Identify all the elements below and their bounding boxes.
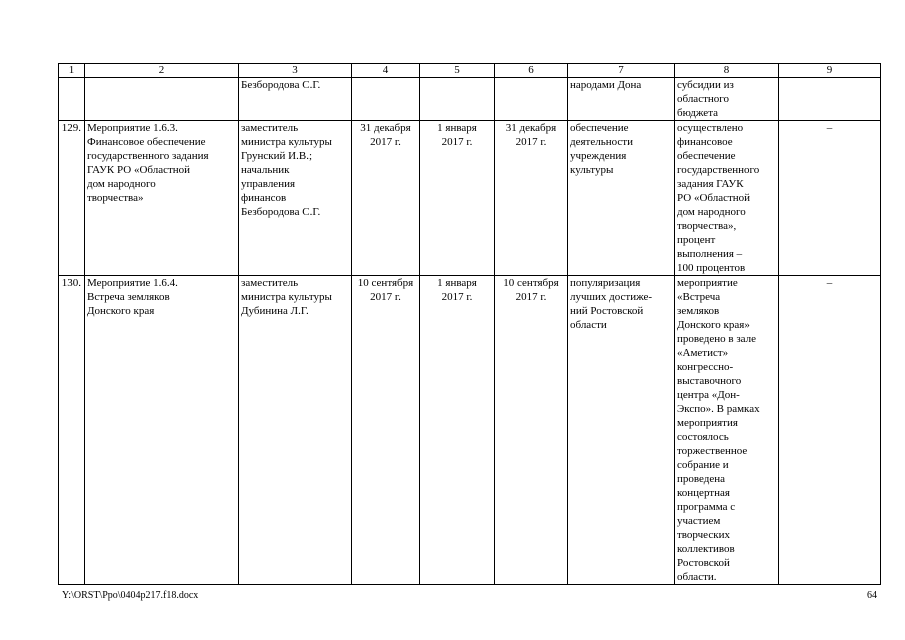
row-number-cell: 129.	[59, 121, 85, 276]
reason-cell: –	[779, 276, 881, 585]
actual-result-cell: мероприятие «Встреча земляков Донского края» проведено в зале «Аметист» конгрессно- выставочного центра «Дон- Экспо». В рамках мероприятия состоялось торжественное собрание и проведена концертная программа с участием творческих коллективов Ростовской области.	[675, 276, 779, 585]
event-cell: Мероприятие 1.6.4. Встреча земляков Донского края	[85, 276, 239, 585]
actual-result-cell: осуществлено финансовое обеспечение государственного задания ГАУК РО «Областной дом народного творчества», процент выполнения – 100 процентов	[675, 121, 779, 276]
event-cell: Мероприятие 1.6.3. Финансовое обеспечение государственного задания ГАУК РО «Областной дом народного творчества»	[85, 121, 239, 276]
header-row	[59, 64, 881, 78]
planned-date-cell	[352, 78, 420, 121]
table-row	[59, 121, 881, 276]
end-date-cell	[495, 78, 568, 121]
table-row	[59, 276, 881, 585]
col-header-6: 6	[495, 64, 568, 78]
expected-result-cell: обеспечение деятельности учреждения культуры	[568, 121, 675, 276]
responsible-cell: заместитель министра культуры Грунский И.В.; начальник управления финансов Безбородова С.Г.	[239, 121, 352, 276]
col-header-9: 9	[779, 64, 881, 78]
end-date-cell: 31 декабря 2017 г.	[495, 121, 568, 276]
start-date-cell: 1 января 2017 г.	[420, 276, 495, 585]
row-number-cell: 130.	[59, 276, 85, 585]
reason-cell: –	[779, 121, 881, 276]
col-header-5: 5	[420, 64, 495, 78]
start-date-cell: 1 января 2017 г.	[420, 121, 495, 276]
report-table	[58, 63, 881, 585]
col-header-1: 1	[59, 64, 85, 78]
expected-result-cell: популяризация лучших достиже- ний Ростовской области	[568, 276, 675, 585]
start-date-cell	[420, 78, 495, 121]
col-header-4: 4	[352, 64, 420, 78]
col-header-2: 2	[85, 64, 239, 78]
file-path: Y:\ORST\Ppo\0404p217.f18.docx	[62, 590, 199, 601]
page-number: 64	[867, 590, 877, 601]
row-number-cell	[59, 78, 85, 121]
reason-cell	[779, 78, 881, 121]
responsible-cell: Безбородова С.Г.	[239, 78, 352, 121]
responsible-cell: заместитель министра культуры Дубинина Л.Г.	[239, 276, 352, 585]
col-header-3: 3	[239, 64, 352, 78]
end-date-cell: 10 сентября 2017 г.	[495, 276, 568, 585]
planned-date-cell: 10 сентября 2017 г.	[352, 276, 420, 585]
col-header-7: 7	[568, 64, 675, 78]
actual-result-cell: субсидии из областного бюджета	[675, 78, 779, 121]
event-cell	[85, 78, 239, 121]
continuation-row	[59, 78, 881, 121]
planned-date-cell: 31 декабря 2017 г.	[352, 121, 420, 276]
expected-result-cell: народами Дона	[568, 78, 675, 121]
col-header-8: 8	[675, 64, 779, 78]
